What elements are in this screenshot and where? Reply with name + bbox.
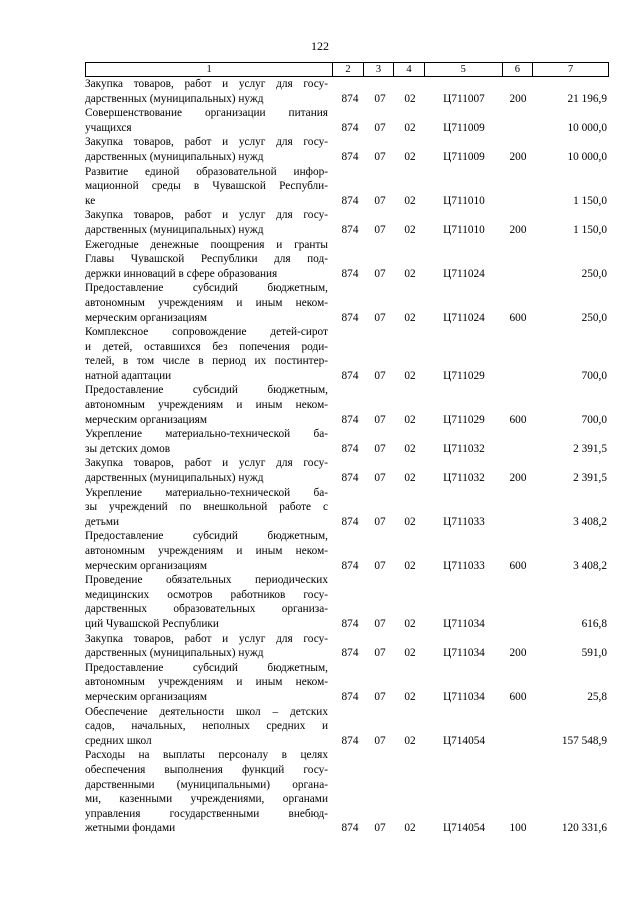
cell-col-2: 874 — [341, 413, 359, 426]
description-line: мерческим организациям — [85, 311, 207, 324]
description-line: Закупка товаров, работ и услуг для госу- — [85, 78, 328, 90]
cell-col-4: 02 — [404, 442, 416, 455]
cell-col-3: 07 — [374, 311, 386, 324]
description-line: Закупка товаров, работ и услуг для госу- — [85, 457, 328, 470]
cell-col-5: Ц711029 — [443, 369, 485, 382]
cell-col-3: 07 — [374, 690, 386, 703]
cell-col-7: 3 408,2 — [573, 559, 607, 572]
cell-col-2: 874 — [341, 822, 359, 835]
description-line: автономным учреждениям и иным неком- — [85, 676, 328, 689]
cell-col-3: 07 — [374, 559, 386, 572]
cell-col-3: 07 — [374, 647, 386, 660]
table-row — [85, 573, 609, 631]
cell-col-3: 07 — [374, 734, 386, 747]
row-description — [85, 573, 328, 631]
cell-col-2: 874 — [341, 690, 359, 703]
cell-col-4: 02 — [404, 369, 416, 382]
description-line: автономным учреждениям и иным неком- — [85, 545, 328, 557]
cell-col-5: Ц711033 — [443, 515, 485, 528]
description-line: мационной среды в Чувашской Республи- — [85, 180, 328, 193]
description-line: мерческим организациям — [85, 690, 207, 703]
description-line: учащихся — [85, 121, 132, 134]
cell-col-6: 600 — [509, 559, 527, 572]
description-line: средних школ — [85, 734, 152, 747]
description-line: управления государственными внебюд- — [85, 807, 328, 820]
cell-col-6 — [503, 106, 533, 135]
table-row — [85, 238, 609, 282]
cell-col-5: Ц711024 — [443, 267, 485, 280]
cell-col-7: 250,0 — [581, 311, 607, 324]
row-description — [85, 486, 328, 530]
cell-col-5: Ц711010 — [443, 223, 485, 236]
cell-col-2: 874 — [341, 617, 359, 630]
cell-col-4: 02 — [404, 617, 416, 630]
header-col-5: 5 — [424, 63, 502, 76]
cell-col-5: Ц711029 — [443, 413, 485, 426]
description-line: ми, казенными учреждениями, органами — [85, 793, 328, 806]
table-row — [85, 77, 609, 106]
description-line: Предоставление субсидий бюджетным, — [85, 282, 328, 295]
cell-col-3: 07 — [374, 267, 386, 280]
cell-col-4: 02 — [404, 515, 416, 528]
cell-col-3: 07 — [374, 223, 386, 236]
description-line: Предоставление субсидий бюджетным, — [85, 661, 328, 674]
cell-col-3: 07 — [374, 369, 386, 382]
description-line: садов, начальных, неполных средних и — [85, 720, 328, 733]
cell-col-5: Ц711009 — [443, 150, 485, 163]
description-line: натной адаптации — [85, 369, 172, 382]
table-row — [85, 456, 609, 485]
description-line: Предоставление субсидий бюджетным, — [85, 530, 328, 543]
cell-col-4: 02 — [404, 647, 416, 660]
cell-col-7: 157 548,9 — [561, 734, 607, 747]
cell-col-6: 600 — [509, 311, 527, 324]
cell-col-6: 600 — [509, 413, 527, 426]
table-row — [85, 281, 609, 325]
cell-col-6: 200 — [509, 223, 527, 236]
cell-col-2: 874 — [341, 92, 359, 105]
cell-col-4: 02 — [404, 413, 416, 426]
table-header — [85, 62, 609, 77]
description-line: Развитие единой образовательной инфор- — [85, 165, 328, 178]
cell-col-5: Ц711009 — [443, 121, 485, 134]
cell-col-6 — [503, 486, 533, 530]
row-description — [85, 135, 328, 164]
cell-col-3: 07 — [374, 442, 386, 455]
cell-col-3: 07 — [374, 194, 386, 207]
description-line: Проведение обязательных периодических — [85, 574, 328, 587]
cell-col-3: 07 — [374, 822, 386, 835]
cell-col-7: 25,8 — [587, 690, 607, 703]
table-body — [85, 77, 609, 836]
cell-col-7: 2 391,5 — [573, 472, 607, 485]
table-row — [85, 208, 609, 237]
description-line: дарственных (муниципальных) нужд — [85, 472, 264, 485]
cell-col-5: Ц711032 — [443, 472, 485, 485]
description-line: Укрепление материально-технической ба- — [85, 428, 328, 441]
row-description — [85, 325, 328, 383]
row-description — [85, 77, 328, 106]
row-description — [85, 661, 328, 705]
table-row — [85, 705, 609, 749]
cell-col-3: 07 — [374, 413, 386, 426]
cell-col-2: 874 — [341, 559, 359, 572]
description-line: Ежегодные денежные поощрения и гранты — [85, 238, 328, 251]
cell-col-2: 874 — [341, 734, 359, 747]
cell-col-6: 100 — [509, 822, 527, 835]
cell-col-5: Ц714054 — [442, 822, 486, 835]
description-line: жетными фондами — [85, 822, 176, 835]
cell-col-4: 02 — [404, 267, 416, 280]
table-row — [85, 383, 609, 427]
row-description — [85, 106, 328, 135]
row-description — [85, 748, 328, 836]
cell-col-2: 874 — [341, 647, 359, 660]
description-line: ций Чувашской Республики — [85, 617, 219, 630]
description-line: дарственных образовательных организа- — [85, 603, 328, 616]
description-line: зы учреждений по внешкольной работе с — [85, 501, 328, 514]
description-line: ке — [85, 194, 96, 207]
description-line: дарственными (муниципальными) органа- — [85, 778, 328, 791]
cell-col-7: 250,0 — [581, 267, 607, 280]
description-line: Комплексное сопровождение детей-сирот — [85, 326, 328, 339]
description-line: Закупка товаров, работ и услуг для госу- — [85, 209, 328, 222]
row-description — [85, 165, 328, 209]
table-row — [85, 427, 609, 456]
cell-col-7: 1 150,0 — [573, 223, 607, 236]
description-line: Обеспечение деятельности школ – детских — [85, 705, 328, 718]
row-description — [85, 383, 328, 427]
cell-col-6: 200 — [509, 92, 527, 105]
table-row — [85, 325, 609, 383]
cell-col-6 — [503, 325, 533, 383]
cell-col-5: Ц711007 — [443, 92, 485, 105]
cell-col-3: 07 — [374, 150, 386, 163]
cell-col-7: 120 331,6 — [561, 822, 607, 835]
description-line: мерческим организациям — [85, 413, 207, 426]
cell-col-6: 200 — [509, 150, 527, 163]
cell-col-7: 616,8 — [581, 617, 607, 630]
cell-col-6 — [503, 238, 533, 282]
cell-col-2: 874 — [341, 442, 359, 455]
description-line: детьми — [85, 515, 120, 528]
cell-col-4: 02 — [404, 311, 416, 324]
cell-col-3: 07 — [374, 515, 386, 528]
cell-col-7: 10 000,0 — [567, 121, 607, 134]
description-line: Расходы на выплаты персоналу в целях — [85, 749, 328, 762]
cell-col-3: 07 — [374, 472, 386, 485]
cell-col-2: 874 — [341, 369, 359, 382]
cell-col-4: 02 — [404, 150, 416, 163]
table-row — [85, 135, 609, 164]
cell-col-4: 02 — [404, 690, 416, 703]
cell-col-2: 874 — [341, 194, 359, 207]
cell-col-5: Ц711034 — [443, 647, 485, 660]
row-description — [85, 208, 328, 237]
description-line: медицинских осмотров работников госу- — [85, 588, 328, 601]
header-col-7: 7 — [532, 63, 608, 76]
cell-col-6: 200 — [509, 647, 527, 660]
table-row — [85, 529, 609, 573]
description-line: дарственных (муниципальных) нужд — [85, 647, 264, 660]
cell-col-5: Ц711032 — [443, 442, 485, 455]
description-line: держки инноваций в сфере образования — [85, 267, 278, 280]
description-line: телей, в том числе в период их постинтер- — [85, 355, 328, 368]
cell-col-7: 1 150,0 — [573, 194, 607, 207]
description-line: мерческим организациям — [85, 559, 207, 572]
row-description — [85, 427, 328, 456]
description-line: автономным учреждениям и иным неком- — [85, 296, 328, 309]
table-row — [85, 106, 609, 135]
cell-col-2: 874 — [341, 267, 359, 280]
row-description — [85, 705, 328, 749]
cell-col-7: 21 196,9 — [567, 92, 607, 105]
cell-col-2: 874 — [341, 223, 359, 236]
description-line: Закупка товаров, работ и услуг для госу- — [85, 136, 328, 149]
description-line: Укрепление материально-технической ба- — [85, 486, 328, 499]
header-col-4: 4 — [393, 63, 424, 76]
description-line: Совершенствование организации питания — [85, 107, 328, 120]
cell-col-2: 874 — [341, 515, 359, 528]
cell-col-2: 874 — [341, 150, 359, 163]
row-description — [85, 529, 328, 573]
cell-col-2: 874 — [341, 311, 359, 324]
description-line: автономным учреждениям и иным неком- — [85, 399, 328, 412]
cell-col-4: 02 — [404, 472, 416, 485]
cell-col-7: 591,0 — [581, 647, 607, 660]
header-col-3: 3 — [363, 63, 394, 76]
header-col-2: 2 — [332, 63, 363, 76]
table-row — [85, 632, 609, 661]
cell-col-6 — [503, 573, 533, 631]
cell-col-6: 600 — [509, 690, 527, 703]
description-line: зы детских домов — [85, 442, 171, 455]
table-row — [85, 486, 609, 530]
cell-col-6 — [503, 165, 533, 209]
cell-col-4: 02 — [404, 559, 416, 572]
header-col-6: 6 — [502, 63, 533, 76]
row-description — [85, 238, 328, 282]
cell-col-5: Ц711034 — [443, 617, 485, 630]
description-line: Закупка товаров, работ и услуг для госу- — [85, 632, 328, 645]
table-row — [85, 661, 609, 705]
header-col-1: 1 — [206, 64, 212, 75]
cell-col-4: 02 — [404, 194, 416, 207]
cell-col-4: 02 — [404, 92, 416, 105]
cell-col-2: 874 — [341, 121, 359, 134]
cell-col-6 — [503, 427, 533, 456]
description-line: дарственных (муниципальных) нужд — [85, 92, 264, 105]
cell-col-5: Ц711024 — [443, 311, 485, 324]
cell-col-4: 02 — [404, 223, 416, 236]
cell-col-4: 02 — [404, 734, 416, 747]
budget-table — [85, 62, 609, 836]
row-description — [85, 632, 328, 661]
page-number: 122 — [311, 39, 329, 53]
cell-col-5: Ц711010 — [443, 194, 485, 207]
cell-col-3: 07 — [374, 121, 386, 134]
description-line: Предоставление субсидий бюджетным, — [85, 384, 328, 397]
description-line: обеспечения выполнения функций госу- — [85, 763, 328, 776]
description-line: и детей, оставшихся без попечения роди- — [85, 340, 328, 353]
table-row — [85, 748, 609, 836]
table-row — [85, 165, 609, 209]
cell-col-3: 07 — [374, 617, 386, 630]
cell-col-7: 10 000,0 — [567, 150, 607, 163]
cell-col-5: Ц711034 — [443, 690, 485, 703]
cell-col-7: 3 408,2 — [573, 515, 607, 528]
row-description — [85, 281, 328, 325]
cell-col-2: 874 — [341, 472, 359, 485]
row-description — [85, 456, 328, 485]
cell-col-3: 07 — [374, 92, 386, 105]
description-line: Главы Чувашской Республики для под- — [85, 253, 328, 266]
description-line: дарственных (муниципальных) нужд — [85, 150, 264, 163]
cell-col-4: 02 — [404, 121, 416, 134]
cell-col-6 — [503, 705, 533, 749]
description-line: дарственных (муниципальных) нужд — [85, 223, 264, 236]
cell-col-6: 200 — [509, 472, 527, 485]
cell-col-7: 2 391,5 — [573, 442, 607, 455]
cell-col-7: 700,0 — [581, 369, 607, 382]
cell-col-5: Ц714054 — [442, 734, 486, 747]
cell-col-4: 02 — [404, 822, 416, 835]
cell-col-7: 700,0 — [581, 413, 607, 426]
cell-col-5: Ц711033 — [443, 559, 485, 572]
